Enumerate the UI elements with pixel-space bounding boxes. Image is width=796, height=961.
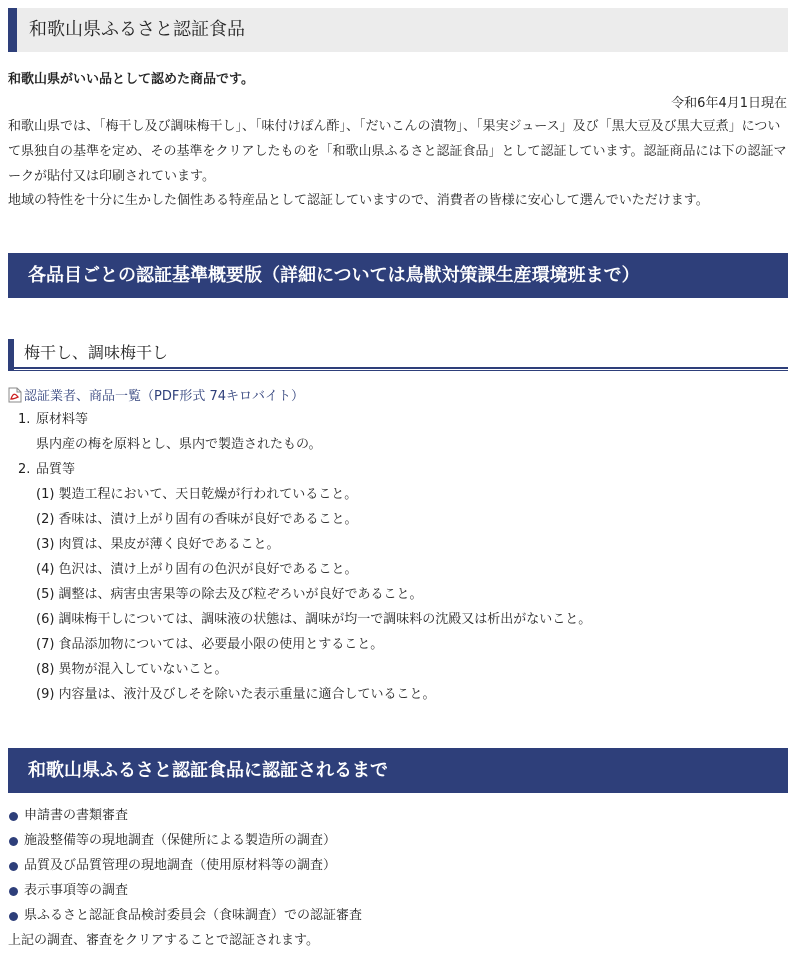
process-step-label: 施設整備等の現地調査（保健所による製造所の調査） <box>24 833 337 848</box>
quality-item: (4) 色沢は、漬け上がり固有の色沢が良好であること。 <box>36 562 358 577</box>
date-text: 令和6年4月1日現在 <box>671 96 787 111</box>
list-item-1-label: 原材料等 <box>36 412 89 427</box>
process-step-label: 表示事項等の調査 <box>24 883 129 898</box>
pdf-icon <box>8 387 22 403</box>
quality-item: (5) 調整は、病害虫害果等の除去及び粒ぞろいが良好であること。 <box>36 587 423 602</box>
quality-item: (6) 調味梅干しについては、調味液の状態は、調味が均一で調味料の沈殿又は析出がないこと。 <box>36 612 592 627</box>
page-title: 和歌山県ふるさと認証食品 <box>29 19 245 40</box>
quality-item: (9) 内容量は、液汁及びしそを除いた表示重量に適合していること。 <box>36 687 436 702</box>
list-item-1-number: 1. <box>18 412 31 427</box>
quality-item: (7) 食品添加物については、必要最小限の使用とすること。 <box>36 637 384 652</box>
process-step-label: 品質及び品質管理の現地調査（使用原材料等の調査） <box>24 858 337 873</box>
bullet-icon <box>9 887 18 896</box>
process-step <box>8 857 336 875</box>
quality-item: (1) 製造工程において、天日乾燥が行われていること。 <box>36 487 358 502</box>
quality-item: (3) 肉質は、果皮が薄く良好であること。 <box>36 537 280 552</box>
intro-paragraph-2: 地域の特性を十分に生かした個性ある特産品として認証していますので、消費者の皆様に安心して選んでいただけます。 <box>8 193 709 208</box>
list-item-2-number: 2. <box>18 462 31 477</box>
process-step-label: 申請書の書類審査 <box>24 808 129 823</box>
process-step <box>8 807 128 825</box>
bullet-icon <box>9 862 18 871</box>
quality-item: (2) 香味は、漬け上がり固有の香味が良好であること。 <box>36 512 358 527</box>
lead-text: 和歌山県がいい品として認めた商品です。 <box>8 72 254 87</box>
subsection-heading-umeboshi: 梅干し、調味梅干し <box>8 339 788 371</box>
pdf-link-label: 認証業者、商品一覧（PDF形式 74キロバイト） <box>24 389 305 404</box>
bullet-icon <box>9 837 18 846</box>
process-step <box>8 882 128 900</box>
pdf-list-link[interactable] <box>8 385 304 404</box>
bullet-icon <box>9 912 18 921</box>
process-step <box>8 832 336 850</box>
page-title-box <box>8 8 788 52</box>
process-step-label: 県ふるさと認証食品検討委員会（食味調査）での認証審査 <box>24 908 363 923</box>
section-heading-standards: 各品目ごとの認証基準概要版（詳細については鳥獣対策課生産環境班まで） <box>8 253 788 298</box>
subsection-underline <box>8 367 788 371</box>
process-step <box>8 907 362 925</box>
quality-item: (8) 異物が混入していないこと。 <box>36 662 228 677</box>
list-item-1-desc: 県内産の梅を原料とし、県内で製造されたもの。 <box>36 437 322 452</box>
section-heading-process: 和歌山県ふるさと認証食品に認証されるまで <box>8 748 788 793</box>
intro-paragraph: 和歌山県では、「梅干し及び調味梅干し」、「味付けぽん酢」、「だいこんの漬物」、「果実ジュース」及び「黒大豆及び黒大豆煮」について県独自の基準を定め、その基準をクリアしたものを「和歌山県ふるさと認証食品」として認証しています。認証商品には下の認証マークが貼付又は印刷されています。 <box>8 119 787 184</box>
list-item-2-label: 品質等 <box>36 462 76 477</box>
bullet-icon <box>9 812 18 821</box>
process-footer-text: 上記の調査、審査をクリアすることで認証されます。 <box>8 933 319 948</box>
